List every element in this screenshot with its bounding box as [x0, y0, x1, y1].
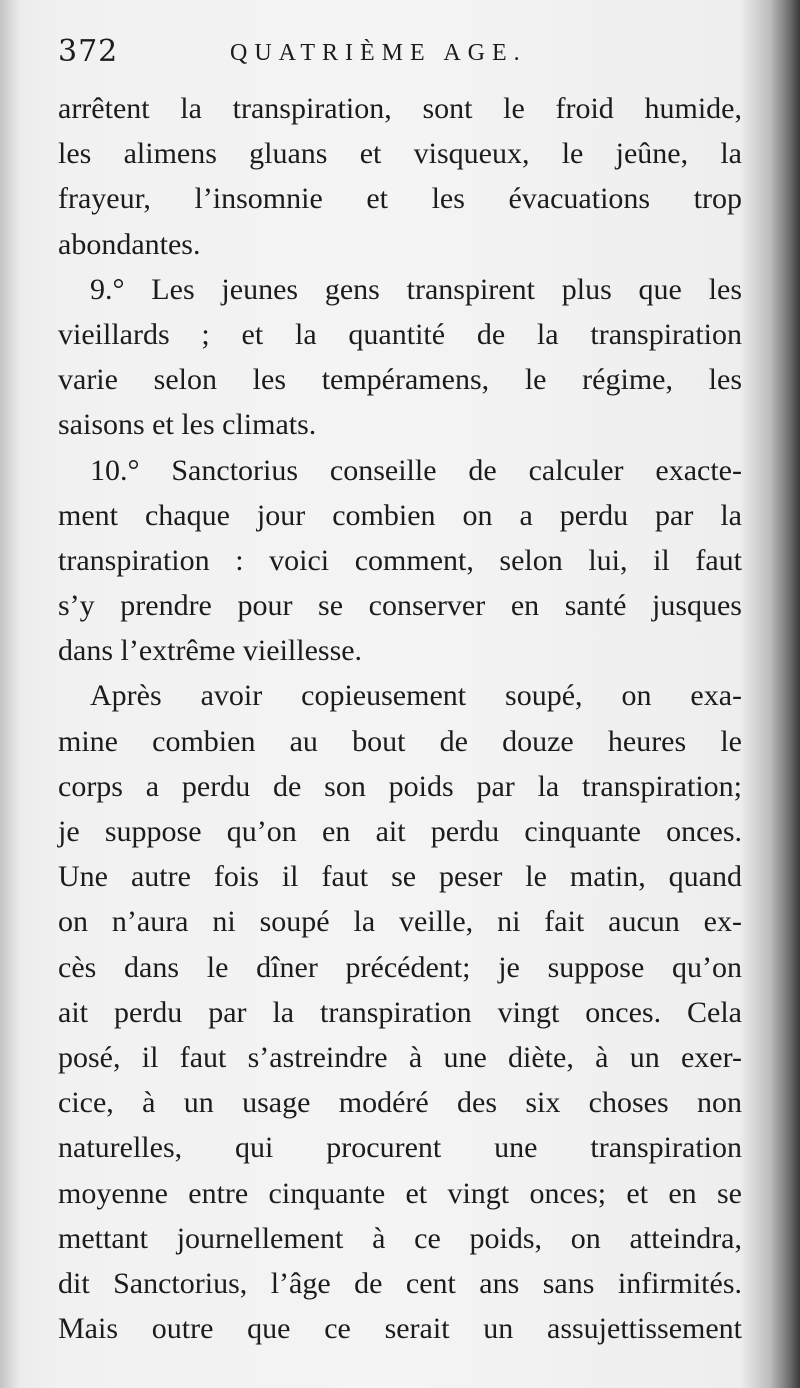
text-line: Une autre fois il faut se peser le matin, quand — [58, 860, 742, 894]
text-line: transpiration : voici comment, selon lui, il faut — [58, 543, 742, 577]
text-line: vieillards ; et la quantité de la transpiration — [58, 317, 742, 351]
text-line: on n’aura ni soupé la veille, ni fait aucun ex- — [58, 905, 742, 939]
text-line: abondantes. — [58, 227, 201, 261]
text-line: ait perdu par la transpiration vingt onces. Cela — [58, 995, 742, 1029]
text-line: ment chaque jour combien on a perdu par la — [58, 498, 742, 532]
text-line: mine combien au bout de douze heures le — [58, 724, 742, 758]
body-text — [58, 86, 742, 1351]
text-line: Mais outre que ce serait un assujettissement — [58, 1312, 742, 1346]
text-line: s’y prendre pour se conserver en santé jusques — [58, 589, 742, 623]
page-header — [58, 34, 738, 74]
text-line: cice, à un usage modéré des six choses non — [58, 1086, 742, 1120]
text-line: Après avoir copieusement soupé, on exa- — [90, 679, 742, 713]
text-line: frayeur, l’insomnie et les évacuations trop — [58, 182, 742, 216]
text-line: cès dans le dîner précédent; je suppose qu’on — [58, 950, 742, 984]
text-line: les alimens gluans et visqueux, le jeûne, la — [58, 137, 742, 171]
text-line: je suppose qu’on en ait perdu cinquante onces. — [58, 815, 742, 848]
running-head: QUATRIÈME AGE. — [230, 40, 527, 66]
text-line: dans l’extrême vieillesse. — [58, 634, 363, 668]
text-line: moyenne entre cinquante et vingt onces; et en se — [58, 1176, 742, 1210]
text-line: corps a perdu de son poids par la transpiration; — [58, 769, 742, 803]
text-line: posé, il faut s’astreindre à une diète, à un exer- — [58, 1040, 742, 1074]
text-line: varie selon les tempéramens, le régime, les — [58, 363, 742, 397]
text-line: 9.° Les jeunes gens transpirent plus que les — [90, 272, 742, 306]
text-line: arrêtent la transpiration, sont le froid humide, — [58, 92, 742, 125]
page-number: 372 — [58, 34, 119, 69]
text-line: naturelles, qui procurent une transpiration — [58, 1131, 742, 1165]
text-line: mettant journellement à ce poids, on atteindra, — [58, 1221, 742, 1255]
text-line: 10.° Sanctorius conseille de calculer exacte- — [90, 453, 742, 487]
text-line: dit Sanctorius, l’âge de cent ans sans infirmités. — [58, 1266, 742, 1300]
text-line: saisons et les climats. — [58, 408, 317, 442]
